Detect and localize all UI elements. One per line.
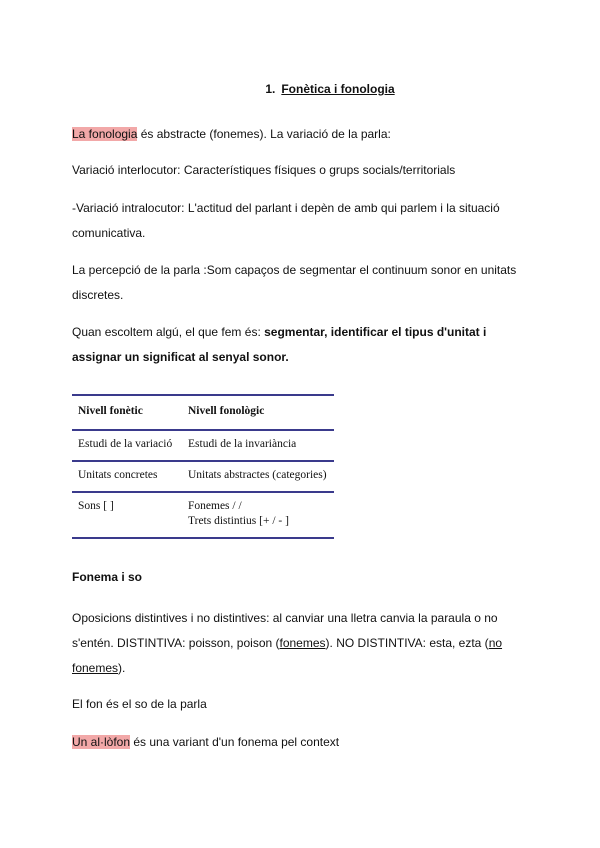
heading-number: 1. (265, 82, 276, 96)
table-cell-line: Trets distintius [+ / - ] (188, 515, 289, 527)
table-cell: Sons [ ] (72, 492, 182, 538)
highlighted-term: La fonologia (72, 127, 138, 141)
paragraph-fonologia (72, 122, 532, 147)
section-heading (0, 82, 600, 96)
table-cell (182, 492, 334, 538)
paragraph-text: ). (118, 661, 126, 675)
paragraph-interlocutor: Variació interlocutor: Característiques físiques o grups socials/territorials (72, 163, 456, 177)
table-header-row (72, 395, 334, 430)
paragraph-fon: El fon és el so de la parla (72, 697, 207, 711)
table-cell: Estudi de la variació (72, 430, 182, 461)
table-row (72, 430, 334, 461)
paragraph-text: és una variant d'un fonema pel context (130, 735, 340, 749)
paragraph-text: ). NO DISTINTIVA: esta, ezta ( (325, 636, 489, 650)
table-cell: Estudi de la invariància (182, 430, 334, 461)
underlined-term: fonemes (279, 636, 326, 650)
paragraph-intralocutor: -Variació intralocutor: L'actitud del parlant i depèn de amb qui parlem i la situació comunicativa. (72, 201, 500, 240)
paragraph-oposicions (72, 606, 532, 681)
underlined-term: no fonemes (72, 636, 503, 675)
table-row (72, 461, 334, 492)
paragraph-text: Oposicions distintives i no distintives: al canviar una lletra canvia la paraula o no s'entén. DISTINTIVA: poisson, poison ( (72, 611, 498, 650)
table-cell: Unitats concretes (72, 461, 182, 492)
subsection-heading: Fonema i so (72, 570, 143, 584)
paragraph-text: és abstracte (fonemes). La variació de la parla: (137, 127, 391, 141)
table-cell: Unitats abstractes (categories) (182, 461, 334, 492)
paragraph-escoltem (72, 320, 532, 370)
table-header-cell: Nivell fonètic (72, 395, 182, 430)
levels-table (72, 394, 334, 539)
heading-title: Fonètica i fonologia (281, 82, 395, 96)
table-header-cell: Nivell fonològic (182, 395, 334, 430)
paragraph-percepcio: La percepció de la parla :Som capaços de segmentar el continuum sonor en unitats discretes. (72, 263, 517, 302)
highlighted-term: Un al·lòfon (72, 735, 131, 749)
table-row (72, 492, 334, 538)
table-cell-line: Fonemes / / (188, 500, 242, 512)
paragraph-text: Quan escoltem algú, el que fem és: (72, 325, 265, 339)
bold-text: segmentar, identificar el tipus d'unitat i assignar un significat al senyal sonor. (72, 325, 487, 364)
paragraph-allofon (72, 730, 532, 755)
